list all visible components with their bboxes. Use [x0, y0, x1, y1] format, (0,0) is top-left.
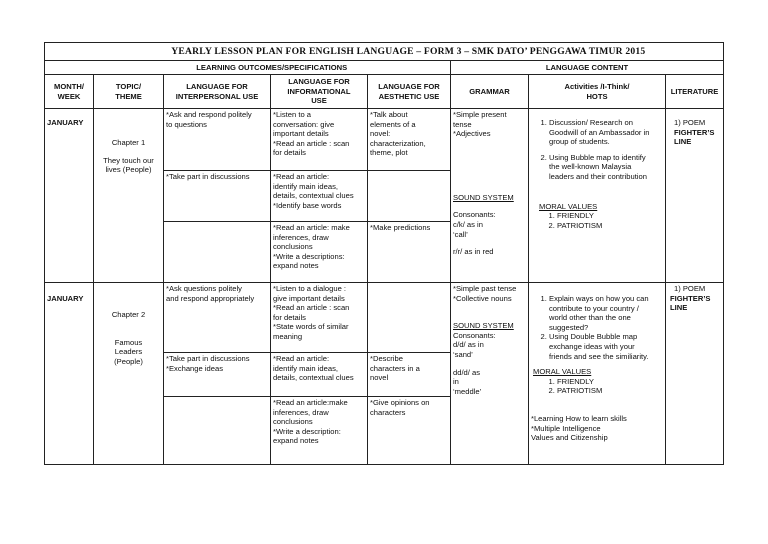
- topic-header-l1: TOPIC/: [115, 82, 142, 92]
- r1s2-info-l3: details, contextual clues: [273, 191, 354, 201]
- r2s3-aes-l1: *Give opinions on: [370, 398, 430, 407]
- r2s2-aes-l3: novel: [370, 373, 389, 383]
- r2s3-info-l5: expand notes: [273, 436, 319, 446]
- r2-moral-2: 2. PATRIOTISM: [557, 386, 663, 396]
- r2s2-info-l3: details, contextual clues: [273, 373, 354, 383]
- row-2-theme-l3: (People): [114, 356, 143, 366]
- row-1-informational-1: [271, 109, 368, 171]
- month-header-l2: WEEK: [57, 91, 81, 101]
- row-2-chapter: Chapter 2: [111, 310, 146, 319]
- r2s1-info-l6: meaning: [273, 331, 303, 341]
- row-1-chapter: Chapter 1: [111, 138, 146, 147]
- row-2-aesthetic-1: [368, 283, 451, 353]
- r1-moral-title: MORAL VALUES: [539, 201, 598, 211]
- r2-activity-1: [549, 294, 663, 332]
- interpersonal-header: [164, 75, 271, 109]
- row-1-activities: [529, 109, 666, 283]
- page-title: YEARLY LESSON PLAN FOR ENGLISH LANGUAGE – FORM 3 – SMK DATO’ PENGGAWA TIMUR 2015: [94, 43, 724, 61]
- row-2-a: [45, 283, 724, 353]
- r1s2-info-l1: *Read an article:: [273, 172, 330, 181]
- lesson-plan-sheet: [44, 42, 723, 465]
- month-header-l1: MONTH/: [54, 82, 84, 92]
- r2-lit-l2: FIGHTER’S: [670, 293, 711, 303]
- r2-extra-2: *Multiple Intelligence: [531, 423, 601, 433]
- r1s2-info-l4: *Identify base words: [273, 200, 342, 210]
- r2s2-aes-l1: *Describe: [370, 354, 403, 363]
- row-1-aesthetic-2: [368, 171, 451, 222]
- aesthetic-header: [368, 75, 451, 109]
- r1-lit-l1: 1) POEM: [674, 118, 706, 127]
- informational-header-l1: LANGUAGE FOR: [288, 77, 350, 87]
- r2s1-info-l2: give important details: [273, 293, 345, 303]
- row-1-theme-l1: They touch our: [103, 155, 154, 165]
- r1-sound-title: SOUND SYSTEM: [453, 192, 514, 202]
- row-1-theme-l2: lives (People): [105, 165, 152, 175]
- r2s3-aes-l2: characters: [370, 407, 406, 417]
- r1-consonants: Consonants:: [453, 210, 496, 220]
- r2-activity-list: [531, 294, 663, 361]
- r2s3-info-l1: *Read an article:make: [273, 398, 348, 407]
- r2s2-info-l1: *Read an article:: [273, 354, 330, 363]
- row-1-informational-3: [271, 222, 368, 283]
- r2-act1-l2: contribute to your country /: [549, 303, 639, 313]
- topic-header: [94, 75, 164, 109]
- r2s3-info-l4: *Write a description:: [273, 426, 341, 436]
- column-header-row: [45, 75, 724, 109]
- r2-sound-5: in: [453, 377, 459, 387]
- r2-act1-l1: 1. Explain ways on how you can: [549, 294, 649, 303]
- row-1-interpersonal-3: [164, 222, 271, 283]
- title-left-blank: [45, 43, 94, 61]
- row-1-informational-2: [271, 171, 368, 222]
- r1s2-info-l2: identify main ideas,: [273, 181, 339, 191]
- r1-moral-list: [531, 211, 663, 230]
- r2-sound-6: ‘meddle’: [453, 386, 482, 396]
- r1-act2-l1: 2. Using Bubble map to identify: [549, 152, 646, 162]
- informational-header: [271, 75, 368, 109]
- month-header: [45, 75, 94, 109]
- r2-sound-4: dd/d/ as: [453, 367, 481, 377]
- r2-lit-l3: LINE: [670, 303, 688, 313]
- interpersonal-header-l1: LANGUAGE FOR: [186, 82, 248, 92]
- r1s1-info-l2: conversation: give: [273, 119, 335, 129]
- row-2-theme-l2: Leaders: [114, 347, 143, 357]
- r2s1-inter-l1: *Ask questions politely: [166, 284, 242, 293]
- r1s3-info-l4: *Write a descriptions:: [273, 251, 345, 261]
- row-2-informational-2: [271, 353, 368, 397]
- row-2-month: [45, 283, 94, 465]
- row-2-month-text: JANUARY: [47, 294, 84, 303]
- row-1-topic: [94, 109, 164, 283]
- informational-header-l3: USE: [311, 96, 327, 106]
- row-2-informational-1: [271, 283, 368, 353]
- aesthetic-header-l2: AESTHETIC USE: [378, 91, 440, 101]
- r1-sound-1: c/k/ as in: [453, 219, 483, 229]
- row-2-topic: [94, 283, 164, 465]
- r1-gram-l2: tense: [453, 119, 472, 129]
- topic-header-l2: THEME: [115, 91, 142, 101]
- aesthetic-header-l1: LANGUAGE FOR: [378, 82, 440, 92]
- r2s3-info-l3: conclusions: [273, 417, 313, 427]
- r1-moral-2: 2. PATRIOTISM: [557, 221, 663, 231]
- row-1-month: [45, 109, 94, 283]
- row-1-aesthetic-3: [368, 222, 451, 283]
- r1s1-aes-l2: elements of a: [370, 119, 416, 129]
- subheader-row: [45, 61, 724, 75]
- r1-gram-l3: *Adjectives: [453, 129, 491, 139]
- r2s3-info-l2: inferences, draw: [273, 407, 329, 417]
- r2-act1-l4: suggested?: [549, 322, 589, 332]
- outcomes-header: LEARNING OUTCOMES/SPECIFICATIONS: [94, 61, 451, 75]
- r2-sound-2: ‘sand’: [453, 349, 473, 359]
- row-2-aesthetic-3: [368, 397, 451, 465]
- interpersonal-header-l2: INTERPERSONAL USE: [175, 91, 259, 101]
- activities-header-l2: HOTS: [586, 91, 608, 101]
- r1-gram-l1: *Simple present: [453, 110, 507, 119]
- r1-lit-l2: FIGHTER’S: [674, 127, 715, 137]
- row-2-interpersonal-1: [164, 283, 271, 353]
- r1-lit-l3: LINE: [674, 137, 692, 147]
- row-2-informational-3: [271, 397, 368, 465]
- r1s1-aes-l5: theme, plot: [370, 148, 408, 158]
- row-1-interpersonal-1: [164, 109, 271, 171]
- activities-header: [529, 75, 666, 109]
- row-2-interpersonal-2: [164, 353, 271, 397]
- r1s1-inter-l1: *Ask and respond politely: [166, 110, 252, 119]
- r1s1-info-l3: important details: [273, 129, 329, 139]
- grammar-header: GRAMMAR: [451, 75, 529, 109]
- r2s1-info-l4: for details: [273, 312, 306, 322]
- activities-header-l1: Activities /I-Think/: [564, 82, 630, 92]
- row-2-literature: [666, 283, 724, 465]
- informational-header-l2: INFORMATIONAL: [287, 86, 351, 96]
- r2-moral-1: 1. FRIENDLY: [557, 377, 663, 387]
- row-1-interpersonal-2: [164, 171, 271, 222]
- row-1-a: [45, 109, 724, 171]
- row-2-grammar: [451, 283, 529, 465]
- row-2-interpersonal-3: [164, 397, 271, 465]
- row-2-aesthetic-2: [368, 353, 451, 397]
- r2s1-info-l5: *State words of similar: [273, 322, 349, 332]
- r2-consonants: Consonants:: [453, 330, 496, 340]
- r1s1-aes-l1: *Talk about: [370, 110, 408, 119]
- r1-activity-2: [549, 153, 663, 182]
- content-header: LANGUAGE CONTENT: [451, 61, 724, 75]
- r2-extra-3: Values and Citizenship: [531, 433, 608, 443]
- row-1-month-text: JANUARY: [47, 118, 84, 127]
- r2-act2-l1: 2. Using Double Bubble map: [549, 332, 638, 342]
- r1-sound-4: r/r/ as in red: [453, 247, 494, 257]
- r1s1-inter-l2: to questions: [166, 119, 207, 129]
- r1s3-info-l1: *Read an article: make: [273, 223, 350, 232]
- r2-activity-2: [549, 332, 663, 361]
- subheader-blank-1: [45, 61, 94, 75]
- r1s1-info-l4: *Read an article : scan: [273, 138, 350, 148]
- r1s1-info-l5: for details: [273, 148, 306, 158]
- row-1-grammar: [451, 109, 529, 283]
- r2s2-info-l2: identify main ideas,: [273, 363, 339, 373]
- row-2-theme-l1: Famous: [114, 337, 143, 347]
- r2-moral-title: MORAL VALUES: [533, 367, 592, 377]
- r1-sound-2: ‘call’: [453, 229, 468, 239]
- lesson-plan-table: [44, 42, 724, 465]
- r2-gram-l2: *Collective nouns: [453, 293, 512, 303]
- r2-act1-l3: world other than the one: [549, 313, 631, 323]
- r2-gram-l1: *Simple past tense: [453, 284, 517, 293]
- row-1-aesthetic-1: [368, 109, 451, 171]
- r2s1-inter-l2: and respond appropriately: [166, 293, 255, 303]
- r1s3-aes-l1: *Make predictions: [370, 223, 431, 232]
- r1s1-aes-l4: characterization,: [370, 138, 426, 148]
- r1-act2-l3: leaders and their contribution: [549, 171, 647, 181]
- r2-moral-list: [531, 377, 663, 396]
- r1s1-info-l1: *Listen to a: [273, 110, 311, 119]
- r1-act1-l2: Goodwill of an Ambassador in: [549, 127, 650, 137]
- row-2-activities: [529, 283, 666, 465]
- r1-act2-l2: the well-known Malaysia: [549, 162, 632, 172]
- r2-sound-title: SOUND SYSTEM: [453, 321, 514, 331]
- r2s1-info-l3: *Read an article : scan: [273, 303, 350, 313]
- r1-moral-1: 1. FRIENDLY: [557, 211, 663, 221]
- r1-activity-1: [549, 118, 663, 147]
- r2s1-info-l1: *Listen to a dialogue :: [273, 284, 347, 293]
- r1s3-info-l5: expand notes: [273, 261, 319, 271]
- r1s3-info-l2: inferences, draw: [273, 232, 329, 242]
- r1-act1-l3: group of students.: [549, 137, 610, 147]
- r2-act2-l2: exchange ideas with your: [549, 341, 635, 351]
- r2-extra-1: *Learning How to learn skills: [531, 413, 627, 423]
- r2-sound-1: d/d/ as in: [453, 340, 484, 350]
- title-row: [45, 43, 724, 61]
- r2s2-inter-l2: *Exchange ideas: [166, 363, 223, 373]
- r2s2-aes-l2: characters in a: [370, 363, 420, 373]
- r2-lit-l1: 1) POEM: [674, 284, 706, 293]
- row-1-literature: [666, 109, 724, 283]
- r1-act1-l1: 1. Discussion/ Research on: [549, 118, 633, 127]
- r2s2-inter-l1: *Take part in discussions: [166, 354, 250, 363]
- r1s3-info-l3: conclusions: [273, 242, 313, 252]
- r1-activity-list: [531, 118, 663, 182]
- r1s1-aes-l3: novel:: [370, 129, 391, 139]
- r1s2-inter-l1: *Take part in discussions: [166, 172, 250, 181]
- literature-header: LITERATURE: [666, 75, 724, 109]
- r2-act2-l3: friends and see the similiarity.: [549, 351, 649, 361]
